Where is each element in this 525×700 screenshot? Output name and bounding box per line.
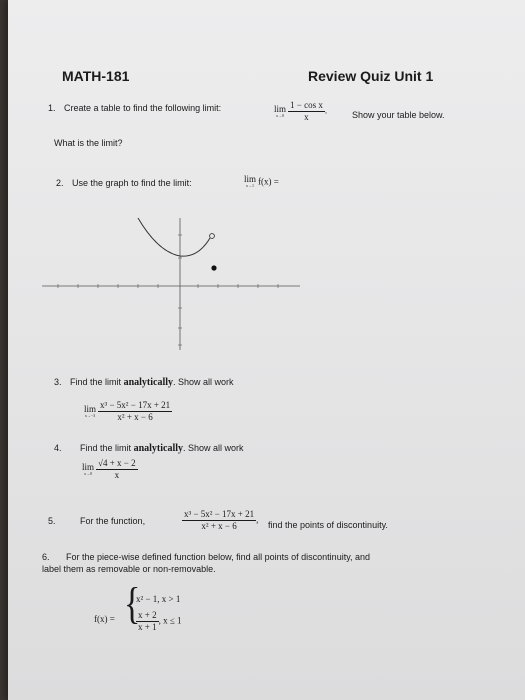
q6-case-2-fraction: $\frac{x + 2}{x + 1}$ bbox=[138, 610, 157, 632]
quiz-title: Review Quiz Unit 1 bbox=[308, 68, 434, 84]
q6-line-2: label them as removable or non-removable. bbox=[42, 564, 216, 574]
course-code: MATH-181 bbox=[62, 68, 130, 84]
piecewise-brace: { bbox=[124, 580, 141, 629]
q4-limit-expression bbox=[82, 458, 138, 481]
q5-fraction: $\frac{\text{x³ − 5x² − 17x + 21}}{\text{x² + x − 6}}$ bbox=[184, 509, 255, 531]
q2-number: 2. bbox=[56, 178, 64, 188]
question-5: 5. For the function, bbox=[48, 516, 146, 526]
q6-function-label: f(x) = bbox=[94, 614, 115, 624]
q1-limit-expression: lim x→0 $\frac{\text{1 − cos x}}{x}$ . bbox=[274, 100, 328, 122]
q4-bold-word: analytically bbox=[133, 443, 184, 454]
closed-point bbox=[211, 265, 216, 270]
q4-fraction: $\frac{√4 + x - 2}{x}$ bbox=[98, 458, 136, 480]
function-graph bbox=[38, 200, 308, 360]
question-3: 3. Find the limit analytically. Show all work bbox=[54, 377, 234, 388]
q5-number: 5. bbox=[48, 516, 56, 526]
limit-operator: lim x→0 bbox=[82, 462, 95, 476]
q3-bold-word: analytically bbox=[123, 377, 174, 388]
limit-operator: lim x→1 bbox=[244, 174, 257, 188]
q2-limit-expression: lim x→1 f(x) = bbox=[244, 174, 279, 188]
q6-case-2: $\frac{x + 2}{x + 1}$ , x ≤ 1 bbox=[138, 610, 182, 632]
q6-number: 6. bbox=[42, 552, 50, 562]
q1-text: Create a table to find the following limit: bbox=[64, 103, 222, 113]
q5-instruction: find the points of discontinuity. bbox=[268, 520, 388, 530]
limit-operator: lim x→−3 bbox=[84, 404, 97, 418]
parabola-curve bbox=[138, 218, 210, 256]
q1-instruction: Show your table below. bbox=[352, 110, 445, 120]
limit-operator: lim x→0 bbox=[274, 104, 287, 118]
q6-case-1: x² − 1, x > 1 bbox=[136, 594, 181, 604]
q2-text: Use the graph to find the limit: bbox=[72, 178, 192, 188]
question-2 bbox=[56, 178, 192, 188]
question-6: 6. For the piece-wise defined function below, find all points of discontinuity, and bbox=[42, 552, 371, 562]
q1-number: 1. bbox=[48, 103, 56, 113]
question-1 bbox=[48, 103, 221, 113]
question-4: 4. Find the limit analytically. Show all work bbox=[54, 443, 244, 454]
q1-followup: What is the limit? bbox=[54, 138, 123, 148]
q3-limit-expression bbox=[84, 400, 172, 423]
quiz-sheet bbox=[8, 0, 525, 700]
q3-number: 3. bbox=[54, 377, 62, 387]
q3-fraction: $\frac{\text{x³ − 5x² − 17x + 21}}{\text{x² + x − 6}}$ bbox=[100, 400, 171, 422]
q4-number: 4. bbox=[54, 443, 62, 453]
q5-function-expression: $\frac{\text{x³ − 5x² − 17x + 21}}{\text{x² + x − 6}}$ , bbox=[184, 509, 259, 531]
q1-fraction: $\frac{\text{1 − cos x}}{x}$ bbox=[290, 100, 323, 122]
open-circle-point bbox=[210, 234, 215, 239]
